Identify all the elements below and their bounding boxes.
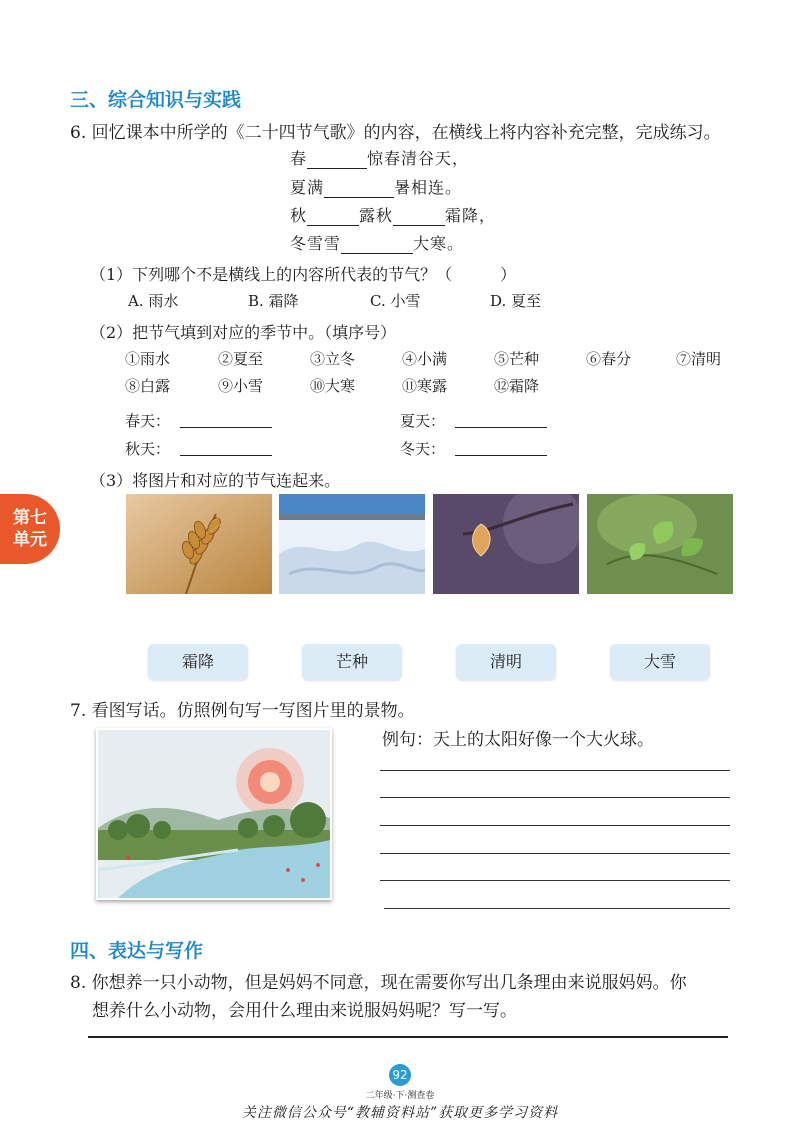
unit-tab-line: 单元 — [13, 530, 47, 550]
green-leaves-photo — [587, 494, 733, 594]
part-1-stem: （1）下列哪个不是横线上的内容所代表的节气？（ ） — [90, 265, 517, 284]
poem-text: 露秋 — [359, 206, 394, 225]
term-item: ⑨小雪 — [218, 377, 264, 395]
poem-text: 大寒。 — [413, 234, 465, 253]
promo-text: 关注微信公众号“教辅资料站”获取更多学习资料 — [241, 1105, 559, 1121]
section-title: 四、表达与写作 — [70, 940, 204, 962]
section-title: 三、综合知识与实践 — [70, 89, 242, 111]
season-label-autumn: 秋天： — [125, 440, 171, 458]
season-label-winter: 冬天： — [400, 440, 446, 458]
term-item: ④小满 — [402, 350, 448, 368]
frost-leaf-photo — [433, 494, 579, 594]
question-8-line-1: 8. 你想养一只小动物，但是妈妈不同意，现在需要你写出几条理由来说服妈妈。你 — [70, 973, 687, 993]
fill-blank[interactable] — [393, 211, 445, 226]
poem-text: 冬雪雪 — [290, 234, 342, 253]
season-answer-line[interactable] — [180, 427, 272, 428]
season-answer-line[interactable] — [180, 455, 272, 456]
fill-blank[interactable] — [341, 239, 413, 254]
word-tab-frost-descent[interactable]: 霜降 — [148, 644, 248, 680]
part-3-stem: （3）将图片和对应的节气连起来。 — [90, 471, 341, 490]
term-item: ⑧白露 — [125, 377, 171, 395]
fill-blank[interactable] — [324, 183, 394, 198]
poem-text: 霜降， — [445, 206, 497, 225]
option-b[interactable]: B. 霜降 — [248, 292, 299, 310]
poem-line-1 — [290, 146, 469, 169]
snow-photo — [279, 494, 425, 594]
fill-blank[interactable] — [307, 154, 367, 169]
term-item: ⑩大寒 — [310, 377, 356, 395]
season-answer-line[interactable] — [455, 455, 547, 456]
writing-line[interactable] — [380, 880, 730, 881]
writing-line[interactable] — [88, 1036, 728, 1038]
poem-text: 秋 — [290, 206, 308, 225]
poem-text: 暑相连。 — [394, 178, 463, 197]
grade-label: 二年级·下·测查卷 — [365, 1091, 435, 1101]
poem-text: 夏满 — [290, 178, 325, 197]
option-c[interactable]: C. 小雪 — [370, 292, 421, 310]
landscape-painting — [96, 728, 332, 900]
term-item: ②夏至 — [218, 350, 264, 368]
question-8-line-2: 想养什么小动物，会用什么理由来说服妈妈呢？写一写。 — [92, 1001, 517, 1021]
writing-line[interactable] — [380, 770, 730, 771]
writing-line[interactable] — [380, 825, 730, 826]
page-number: 92 — [389, 1064, 411, 1086]
writing-line[interactable] — [380, 853, 730, 854]
term-item: ⑥春分 — [586, 350, 632, 368]
season-answer-line[interactable] — [455, 427, 547, 428]
example-sentence: 例句：天上的太阳好像一个大火球。 — [382, 730, 654, 750]
question-7-stem: 7. 看图写话。仿照例句写一写图片里的景物。 — [70, 701, 415, 721]
poem-text: 春 — [290, 149, 308, 168]
word-tab-qingming[interactable]: 清明 — [456, 644, 556, 680]
option-d[interactable]: D. 夏至 — [490, 292, 542, 310]
term-item: ⑫霜降 — [494, 377, 540, 395]
season-label-summer: 夏天： — [400, 412, 446, 430]
part-2-stem: （2）把节气填到对应的季节中。（填序号） — [90, 323, 397, 342]
poem-line-3 — [290, 203, 496, 226]
question-6-stem: 6. 回忆课本中所学的《二十四节气歌》的内容，在横线上将内容补充完整，完成练习。 — [70, 123, 721, 143]
term-item: ①雨水 — [125, 350, 171, 368]
option-a[interactable]: A. 雨水 — [128, 292, 179, 310]
word-tab-grain-in-ear[interactable]: 芒种 — [302, 644, 402, 680]
fill-blank[interactable] — [307, 211, 359, 226]
writing-line[interactable] — [384, 908, 730, 909]
wheat-photo — [126, 494, 272, 594]
word-tab-heavy-snow[interactable]: 大雪 — [610, 644, 710, 680]
poem-line-4 — [290, 231, 464, 254]
unit-side-tab — [0, 494, 60, 564]
writing-line[interactable] — [380, 797, 730, 798]
term-item: ③立冬 — [310, 350, 356, 368]
term-item: ⑦清明 — [676, 350, 722, 368]
unit-tab-line: 第七 — [13, 508, 47, 528]
poem-line-2 — [290, 175, 462, 198]
term-item: ⑤芒种 — [494, 350, 540, 368]
term-item: ⑪寒露 — [402, 377, 448, 395]
poem-text: 惊春清谷天， — [367, 149, 470, 168]
season-label-spring: 春天： — [125, 412, 171, 430]
